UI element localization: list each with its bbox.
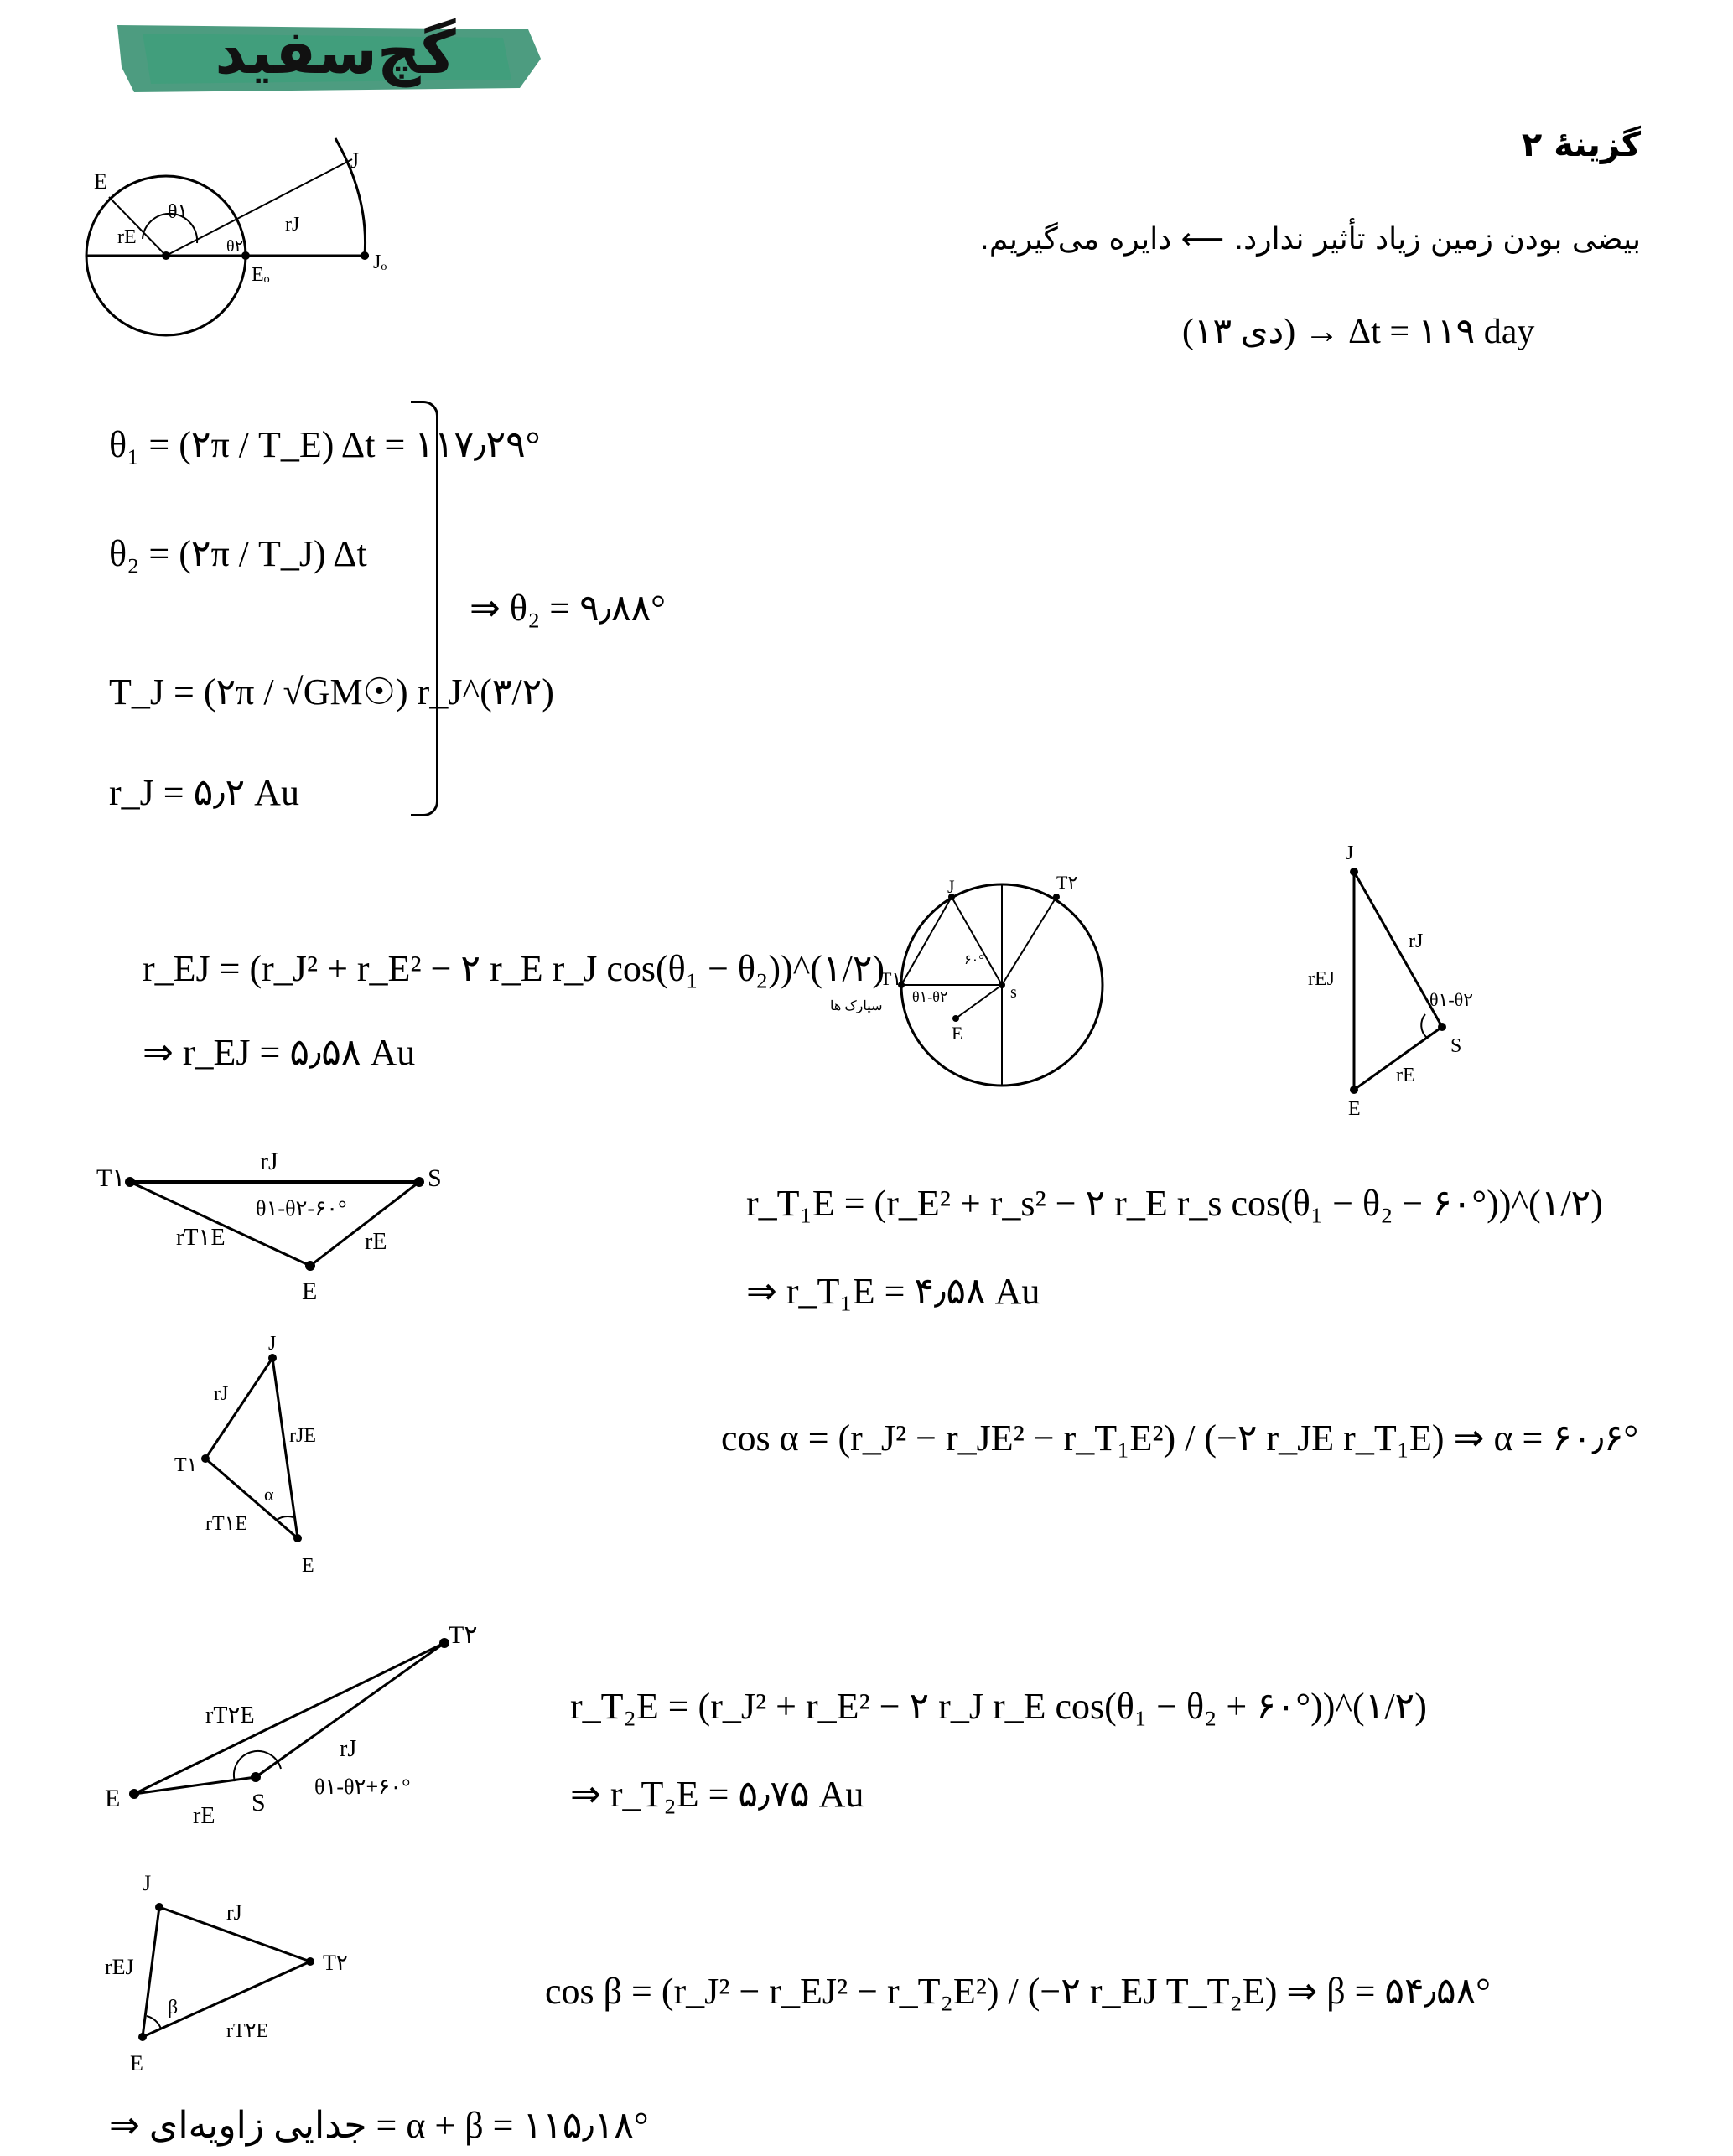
eq-rt2e: r_T₂E = (r_J² + r_E² − ۲ r_J r_E cos(θ₁ − θ₂ + ۶۰°))^(۱/۲): [570, 1686, 1427, 1727]
label-rJ5: rJ: [214, 1383, 229, 1405]
eq-cos-beta: cos β = (r_J² − r_EJ² − r_T₂E²) / (−۲ r_EJ T_T₂E) ⇒ β = ۵۴٫۵۸°: [545, 1971, 1491, 2012]
logo: [109, 8, 545, 101]
label-J2: J: [947, 876, 955, 897]
label-T2: T۲: [1056, 872, 1078, 893]
eq-rt1e: r_T₁E = (r_E² + r_s² − ۲ r_E r_s cos(θ₁ − θ₂ − ۶۰°))^(۱/۲): [746, 1183, 1603, 1224]
label-T1b: T۱: [96, 1164, 126, 1192]
label-E2: E: [952, 1023, 963, 1044]
label-rJ: rJ: [285, 214, 300, 236]
label-rJ4: rJ: [260, 1148, 278, 1175]
label-angle-3: θ۱-θ۲+۶۰°: [314, 1775, 411, 1799]
logo-text: گچ‌سفید: [215, 17, 456, 87]
label-rT1E: rT۱E: [176, 1225, 226, 1251]
label-T1c: T۱: [174, 1454, 198, 1476]
label-rT2E: rT۲E: [205, 1703, 255, 1728]
eq-tj: T_J = (۲π / √GM☉) r_J^(۳/۲): [109, 671, 554, 713]
label-rEJ: rEJ: [1308, 968, 1335, 990]
triangle-T1SE: [92, 1140, 461, 1308]
triangle-beta: [101, 1869, 369, 2096]
intro-line-1: بیضی بودن زمین زیاد تأثیر ندارد. ⟵ دایره می‌گیریم.: [979, 222, 1641, 257]
label-S4: S: [428, 1164, 442, 1192]
triangle-JSE: [1308, 838, 1509, 1123]
label-E: E: [94, 169, 107, 194]
asteroid-circle-diagram: [830, 872, 1115, 1090]
intro-line-2: (۱۳ دی) → Δt = ۱۱۹ day: [1182, 313, 1535, 351]
eq-theta1: θ₁ = (۲π / T_E) Δt = ۱۱۷٫۲۹°: [109, 424, 541, 465]
label-Jo: Jₒ: [373, 251, 387, 273]
label-rJ6: rJ: [340, 1736, 357, 1762]
eq-rej-result: ⇒ r_EJ = ۵٫۵۸ Au: [143, 1032, 416, 1073]
label-T2c: T۲: [323, 1951, 348, 1975]
label-E5: E: [302, 1555, 314, 1577]
answer-title: گزینهٔ ۲: [1521, 126, 1641, 164]
triangle-EST2: [101, 1618, 495, 1836]
label-E6: E: [105, 1785, 121, 1812]
label-beta: β: [168, 1997, 179, 2019]
right-brace: [411, 401, 438, 816]
label-T1: T۱: [880, 968, 902, 989]
label-rEJ7: rEJ: [105, 1955, 134, 1979]
label-rJ7: rJ: [226, 1900, 242, 1925]
label-J3: J: [1346, 842, 1354, 864]
label-rJ3: rJ: [1409, 930, 1424, 952]
eq-rej: r_EJ = (r_J² + r_E² − ۲ r_E r_J cos(θ₁ − θ₂))^(۱/۲): [143, 948, 885, 989]
label-rE: rE: [117, 226, 137, 248]
eq-theta2: θ₂ = (۲π / T_J) Δt: [109, 533, 367, 574]
label-S3: S: [1450, 1035, 1462, 1057]
label-J7: J: [143, 1871, 152, 1895]
label-J: J: [350, 148, 360, 173]
label-rE3: rE: [1396, 1065, 1415, 1086]
label-sixty: ۶۰°: [964, 953, 984, 967]
label-E3: E: [1348, 1098, 1361, 1120]
eq-rt1e-result: ⇒ r_T₁E = ۴٫۵۸ Au: [746, 1271, 1040, 1312]
label-theta2: θ۲: [226, 237, 244, 256]
label-S6: S: [252, 1789, 266, 1817]
label-asteroids: سیارک ها: [830, 999, 883, 1013]
label-Eo: Eₒ: [252, 264, 270, 286]
label-rT1E-5: rT۱E: [205, 1513, 248, 1535]
label-alpha: α: [264, 1484, 274, 1505]
eq-rt2e-result: ⇒ r_T₂E = ۵٫۷۵ Au: [570, 1774, 864, 1815]
eq-theta2-result: ⇒ θ₂ = ۹٫۸۸°: [470, 588, 666, 629]
label-T2b: T۲: [449, 1621, 478, 1649]
label-rE6: rE: [193, 1803, 215, 1829]
label-s: s: [1010, 983, 1017, 1002]
label-angle-1b: θ۱-θ۲: [1429, 989, 1474, 1010]
orbit-diagram: [84, 134, 402, 344]
eq-rj: r_J = ۵٫۲ Au: [109, 772, 299, 813]
label-J5: J: [268, 1333, 277, 1355]
label-rE4: rE: [365, 1229, 387, 1255]
triangle-alpha: [168, 1329, 335, 1580]
label-angle-2: θ۱-θ۲-۶۰°: [256, 1196, 347, 1221]
label-E4: E: [302, 1278, 318, 1305]
label-rT2E-7: rT۲E: [226, 2020, 269, 2042]
final-result: ⇒ جدایی زاویه‌ای = α + β = ۱۱۵٫۱۸°: [109, 2105, 649, 2146]
label-theta1: θ۱: [168, 201, 189, 223]
label-E7: E: [130, 2051, 143, 2076]
eq-cos-alpha: cos α = (r_J² − r_JE² − r_T₁E²) / (−۲ r_JE r_T₁E) ⇒ α = ۶۰٫۶°: [721, 1417, 1639, 1459]
label-rJE: rJE: [289, 1425, 316, 1447]
label-angle-1: θ۱-θ۲: [912, 988, 948, 1005]
